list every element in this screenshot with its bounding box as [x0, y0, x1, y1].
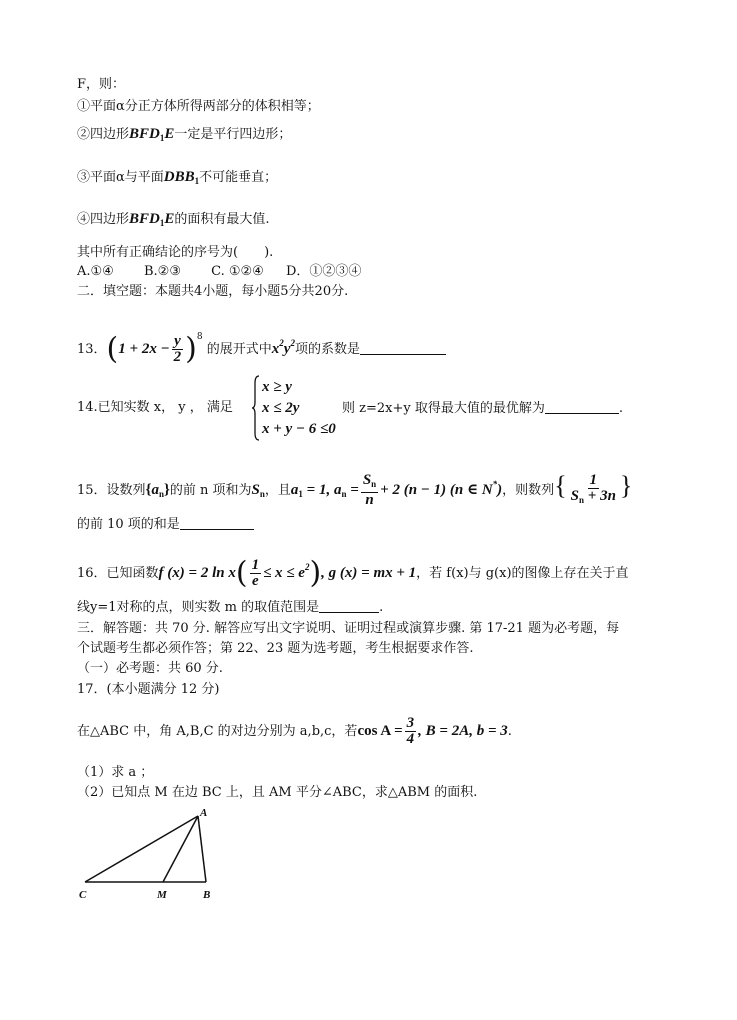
q13-text1: 的展开式中 [206, 342, 272, 357]
quad-bfd1e: $BFD_1E$ [129, 126, 175, 143]
options-row [77, 263, 361, 281]
q17-part-2: （2）已知点 M 在边 BC 上，且 AM 平分∠ABC，求△ABM 的面积. [77, 785, 478, 800]
option-b: B.②③ [143, 264, 181, 279]
q17-cos: cos A = [357, 723, 403, 739]
q16-fraction: $\frac{1}{e}$ [251, 557, 260, 589]
statement-3-pre: ③平面α与平面 [77, 170, 164, 185]
q14-answer-blank[interactable] [545, 399, 619, 414]
q16 [77, 545, 629, 596]
statement-3 [77, 168, 277, 190]
label-a: A [200, 807, 208, 819]
plane-dbb1: $DBB_1$ [163, 169, 200, 186]
q13-power: 8 [196, 332, 203, 342]
q16-paren-open: ( [235, 555, 248, 591]
section2-title: 二．填空题：本题共4小题，每小题5分共20分. [77, 284, 349, 299]
q15-fraction: $\frac{S_n}{n}$ [362, 472, 377, 508]
q15-t3: ，则数列 [502, 483, 555, 498]
q16-post: ，若 f(x)与 g(x)的图像上存在关于直 [416, 566, 629, 581]
q16-pre: 16．已知函数 [77, 566, 159, 581]
question-prompt: 其中所有正确结论的序号为( ). [77, 245, 274, 260]
side-ab [198, 816, 206, 882]
q17-fraction: $\frac{3}{4}$ [406, 715, 415, 747]
section3-line2: 个试题考生都必须作答；第 22、23 题为选考题，考生根据要求作答. [77, 641, 474, 656]
q13-paren-open: ( [106, 331, 119, 367]
q14-constraint-2: x ≤ 2y [262, 400, 300, 416]
q14-constraint-1: x ≥ y [262, 379, 292, 395]
q15-an: $\{a_n\}$ [145, 482, 170, 499]
q17-part-1: （1）求 a ； [77, 765, 154, 780]
q13-answer-blank[interactable] [360, 340, 446, 355]
statement-2 [77, 125, 291, 147]
line-f: F，则： [77, 77, 126, 92]
q14-post: 则 z=2x+y 取得最大值的最优解为 . [342, 401, 623, 416]
q16-gx: , g (x) = mx + 1 [321, 565, 417, 581]
q17-pre: 在△ABC 中，角 A,B,C 的对边分别为 a,b,c，若 [77, 724, 358, 739]
brace-icon [252, 375, 260, 441]
quad-bfd1e-2: $BFD_1E$ [129, 211, 175, 228]
q15-condition: $a_1 = 1$, $a_n$ = [290, 482, 359, 499]
q13-term: $x^2y^2$ [271, 338, 295, 357]
q15-t1: 的前 n 项和为 [169, 483, 252, 498]
section3-line1: 三．解答题：共 70 分. 解答应写出文字说明、证明过程或演算步骤. 第 17-21 题为必考题，每 [77, 621, 620, 636]
q14-constraint-3: x + y − 6 ≤0 [262, 421, 336, 437]
q15 [77, 462, 632, 516]
statement-2-post: 一定是平行四边形； [174, 127, 292, 142]
statement-2-pre: ②四边形 [77, 127, 130, 142]
q17-conditions: , B = 2A, b = 3 [418, 723, 508, 739]
q16-answer-blank[interactable] [319, 598, 379, 613]
q13-paren-close: ) [185, 331, 197, 367]
q16-paren-close: ) [309, 555, 322, 591]
q15-brace-close: } [619, 471, 633, 500]
statement-4 [77, 210, 270, 232]
triangle-lines [85, 816, 206, 882]
label-m: M [157, 889, 167, 901]
q15-line2: 的前 10 项的和是 [77, 515, 254, 534]
statement-3-post: 不可能垂直； [199, 170, 278, 185]
statement-1: ①平面α分正方体所得两部分的体积相等； [77, 99, 320, 114]
q17-header: 17．(本小题满分 12 分) [77, 682, 220, 697]
option-a: A.①④ [77, 264, 114, 279]
q15-sn: $S_n$ [251, 482, 265, 499]
section3-line3: （一）必考题：共 60 分. [77, 661, 223, 676]
q17-end: . [507, 724, 512, 739]
statement-4-pre: ④四边形 [77, 212, 130, 227]
q15-t2: ，且 [264, 483, 291, 498]
q16-fx: f (x) = 2 ln x [158, 565, 236, 581]
q15-condition-2: + 2 (n − 1) (n ∈ N*) [380, 479, 503, 498]
q15-pre: 15．设数列 [77, 483, 146, 498]
q17-statement [77, 712, 512, 751]
q13-inner: 1 + 2x − [118, 341, 170, 357]
q15-answer-blank[interactable] [180, 515, 254, 530]
q13-fraction: $\frac{y}{2}$ [173, 333, 182, 365]
label-c: C [79, 889, 87, 901]
option-d: D．①②③④ [285, 264, 362, 279]
q13-text2: 项的系数是 [294, 342, 360, 357]
option-c: C. ①②④ [211, 264, 264, 279]
q15-brace-open: { [554, 471, 567, 500]
label-b: B [203, 889, 211, 901]
q16-line2: 线y=1对称的点，则实数 m 的取值范围是 . [77, 600, 384, 615]
q15-sequence-fraction: $\frac{1}{S_n + 3n}$ [570, 472, 616, 505]
q16-range: ≤ $x \le e^2$ [263, 562, 310, 581]
q13 [77, 317, 446, 370]
statement-4-post: 的面积有最大值. [174, 212, 270, 227]
q13-number: 13． [77, 342, 107, 357]
q14-pre: 14.已知实数 x， y ， 满足 [77, 400, 233, 415]
triangle-figure [75, 806, 225, 906]
